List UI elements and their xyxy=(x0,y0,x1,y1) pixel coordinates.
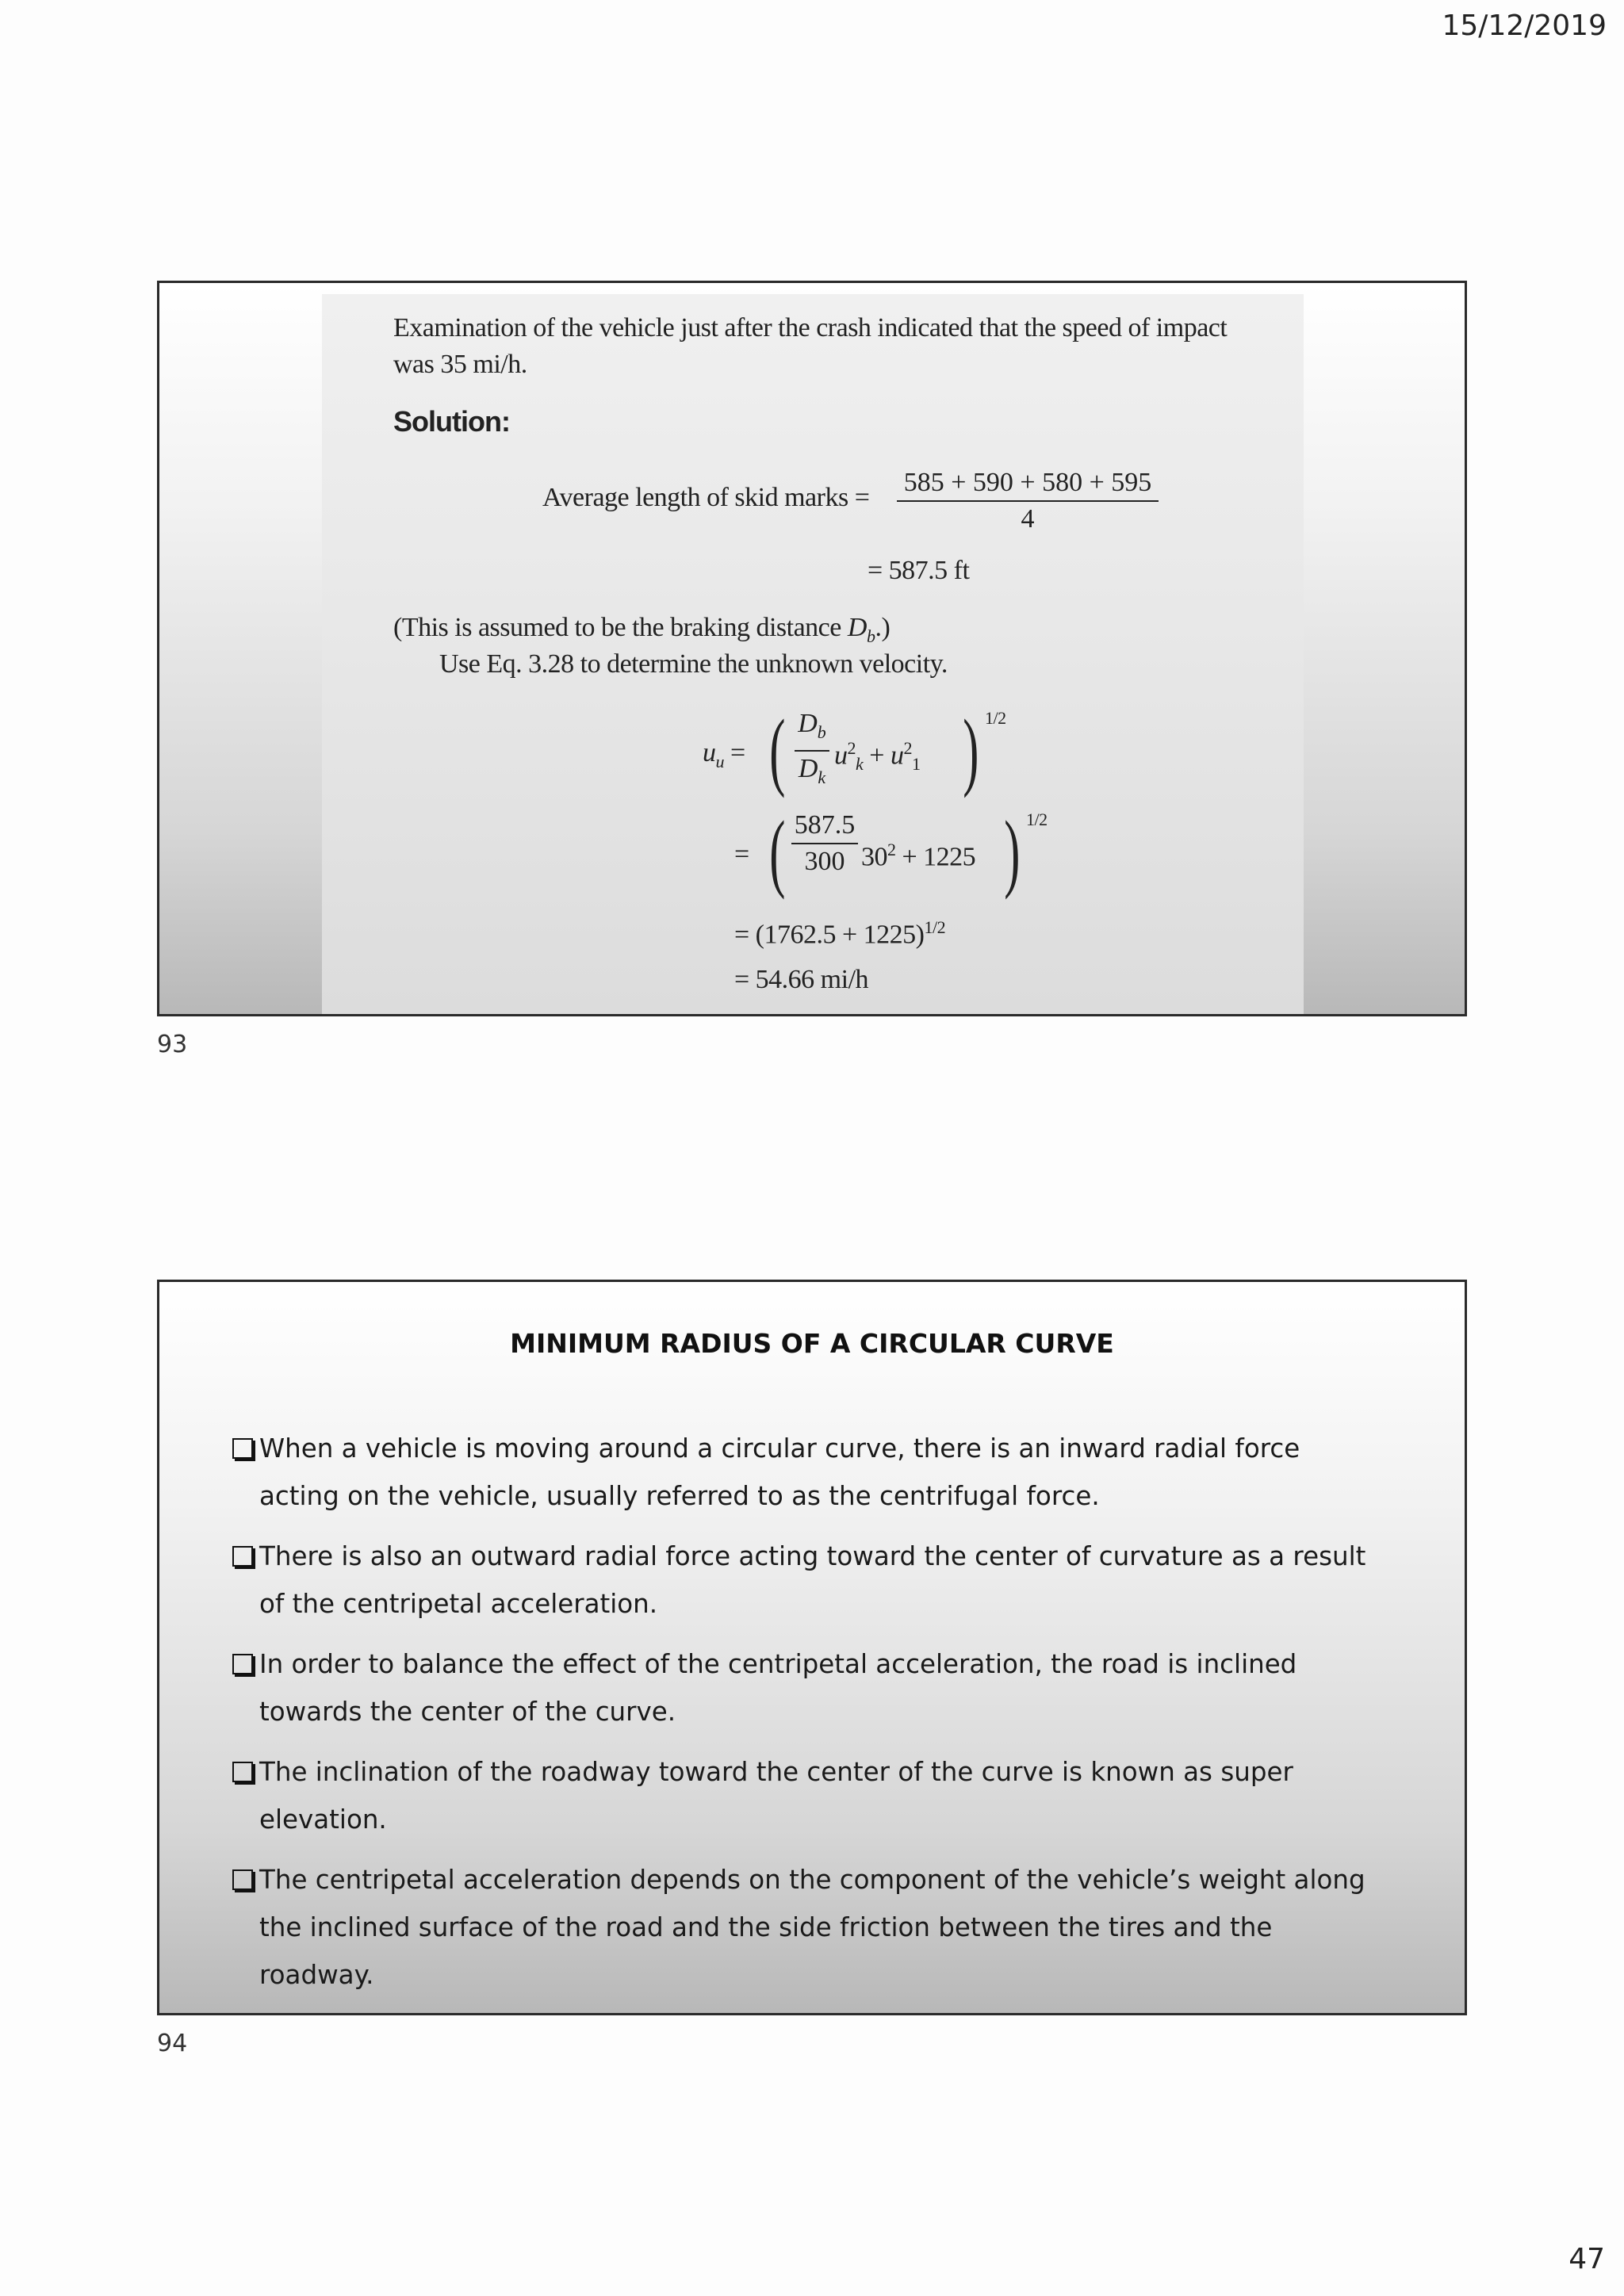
avg-numerator: 585 + 590 + 580 + 595 xyxy=(903,468,1152,497)
checkbox-bullet-icon xyxy=(232,1762,253,1782)
eq-lhs: $u_u$ = xyxy=(703,738,745,771)
eq1-exponent: 1/2 xyxy=(985,708,1006,728)
assumption-text: (This is assumed to be the braking distance $D_b$.) xyxy=(393,613,891,646)
page-number: 47 xyxy=(1568,2243,1605,2275)
eq3: = $(1762.5 + 1225)^{1/2}$ xyxy=(734,917,946,950)
slide-title: MINIMUM RADIUS OF A CIRCULAR CURVE xyxy=(510,1328,1114,1359)
list-item: When a vehicle is moving around a circular curve, there is an inward radial force acting on the vehicle, usually referred to as the centrifugal force. xyxy=(232,1425,1374,1520)
eq2-fraction: 587.5 300 xyxy=(791,809,858,878)
checkbox-bullet-icon xyxy=(232,1546,253,1567)
slide-93 xyxy=(157,281,1467,1016)
avg-label: Average length of skid marks = xyxy=(542,483,870,512)
avg-fraction xyxy=(897,467,1159,535)
avg-denominator: 4 xyxy=(1021,504,1035,534)
eq4-result: = 54.66 mi/h xyxy=(734,965,869,994)
slide-number-94: 94 xyxy=(157,2030,188,2057)
use-equation-text: Use Eq. 3.28 to determine the unknown velocity. xyxy=(439,649,948,679)
intro-line-1: Examination of the vehicle just after the crash indicated that the speed of impact xyxy=(393,313,1228,342)
eq2-terms: $30^2 + 1225$ xyxy=(861,840,976,872)
page-date: 15/12/2019 xyxy=(1442,10,1607,42)
right-paren: ) xyxy=(963,702,979,798)
list-item: The inclination of the roadway toward the center of the curve is known as super elevation. xyxy=(232,1748,1374,1843)
right-paren: ) xyxy=(1004,803,1021,900)
eq2-equals: = xyxy=(734,840,749,869)
intro-line-2: was 35 mi/h. xyxy=(393,350,527,379)
list-item: In order to balance the effect of the centripetal acceleration, the road is inclined towards the center of the curve. xyxy=(232,1640,1374,1735)
eq1-fraction: $D_b$ $D_k$ xyxy=(795,708,829,794)
fraction-bar xyxy=(897,500,1159,502)
avg-result: = 587.5 ft xyxy=(868,556,970,585)
slide-number-93: 93 xyxy=(157,1031,188,1058)
left-paren: ( xyxy=(769,702,786,798)
left-paren: ( xyxy=(769,803,786,900)
solution-label: Solution: xyxy=(393,405,510,438)
checkbox-bullet-icon xyxy=(232,1438,253,1459)
checkbox-bullet-icon xyxy=(232,1654,253,1674)
slide-94 xyxy=(157,1280,1467,2015)
checkbox-bullet-icon xyxy=(232,1869,253,1890)
list-item: The centripetal acceleration depends on the component of the vehicle’s weight along the inclined surface of the road and the side friction between the tires and the roadway. xyxy=(232,1856,1374,1999)
list-item: There is also an outward radial force acting toward the center of curvature as a result of the centripetal acceleration. xyxy=(232,1533,1374,1628)
bullet-list xyxy=(232,1425,1374,2011)
scanned-solution-image xyxy=(322,294,1304,1016)
eq2-exponent: 1/2 xyxy=(1026,809,1048,829)
eq1-terms: $u^2_k + u^2_1$ xyxy=(834,738,921,775)
